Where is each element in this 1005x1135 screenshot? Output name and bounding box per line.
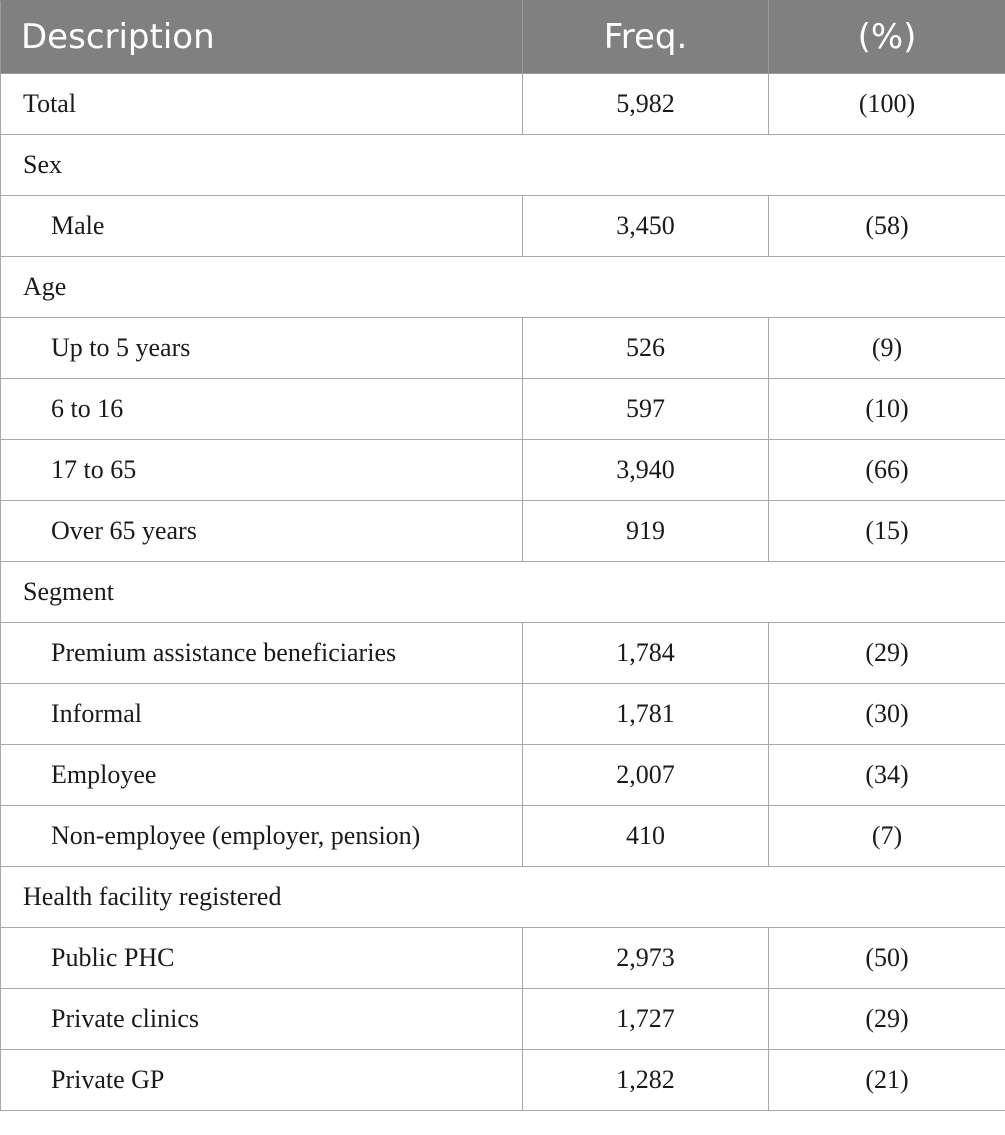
row-pct: (15) [769,501,1005,562]
table-row [1,501,1005,562]
table-body [1,74,1005,1111]
row-label: Over 65 years [1,501,523,562]
row-label: Non-employee (employer, pension) [1,806,523,867]
row-label: Up to 5 years [1,318,523,379]
table-row [1,684,1005,745]
row-pct: (34) [769,745,1005,806]
row-pct: (21) [769,1050,1005,1111]
row-freq: 1,784 [523,623,769,684]
row-label: 17 to 65 [1,440,523,501]
table-row [1,1050,1005,1111]
section-row [1,135,1005,196]
row-pct: (58) [769,196,1005,257]
table-row [1,318,1005,379]
row-label: 6 to 16 [1,379,523,440]
section-label: Sex [1,135,1005,196]
section-row [1,867,1005,928]
table-row [1,623,1005,684]
section-row [1,562,1005,623]
row-label: Informal [1,684,523,745]
row-pct: (66) [769,440,1005,501]
row-freq: 2,007 [523,745,769,806]
header-description: Description [1,1,523,74]
row-label: Premium assistance beneficiaries [1,623,523,684]
row-freq: 1,727 [523,989,769,1050]
table-row [1,745,1005,806]
row-freq: 597 [523,379,769,440]
row-pct: (100) [769,74,1005,135]
row-pct: (9) [769,318,1005,379]
row-freq: 5,982 [523,74,769,135]
section-row [1,257,1005,318]
row-label: Male [1,196,523,257]
row-pct: (30) [769,684,1005,745]
row-label: Employee [1,745,523,806]
row-pct: (50) [769,928,1005,989]
table-row [1,74,1005,135]
table-row [1,989,1005,1050]
row-pct: (7) [769,806,1005,867]
row-freq: 3,450 [523,196,769,257]
table-row [1,379,1005,440]
table-row [1,196,1005,257]
table-header [1,1,1005,74]
table-row [1,928,1005,989]
section-label: Segment [1,562,1005,623]
row-pct: (10) [769,379,1005,440]
row-pct: (29) [769,989,1005,1050]
row-label: Private GP [1,1050,523,1111]
row-freq: 1,282 [523,1050,769,1111]
header-pct: (%) [769,1,1005,74]
row-freq: 410 [523,806,769,867]
row-freq: 919 [523,501,769,562]
table-row [1,806,1005,867]
row-label: Private clinics [1,989,523,1050]
row-freq: 1,781 [523,684,769,745]
row-freq: 526 [523,318,769,379]
row-label: Public PHC [1,928,523,989]
header-freq: Freq. [523,1,769,74]
row-freq: 3,940 [523,440,769,501]
table-row [1,440,1005,501]
row-label: Total [1,74,523,135]
header-row [1,1,1005,74]
section-label: Health facility registered [1,867,1005,928]
section-label: Age [1,257,1005,318]
row-freq: 2,973 [523,928,769,989]
row-pct: (29) [769,623,1005,684]
